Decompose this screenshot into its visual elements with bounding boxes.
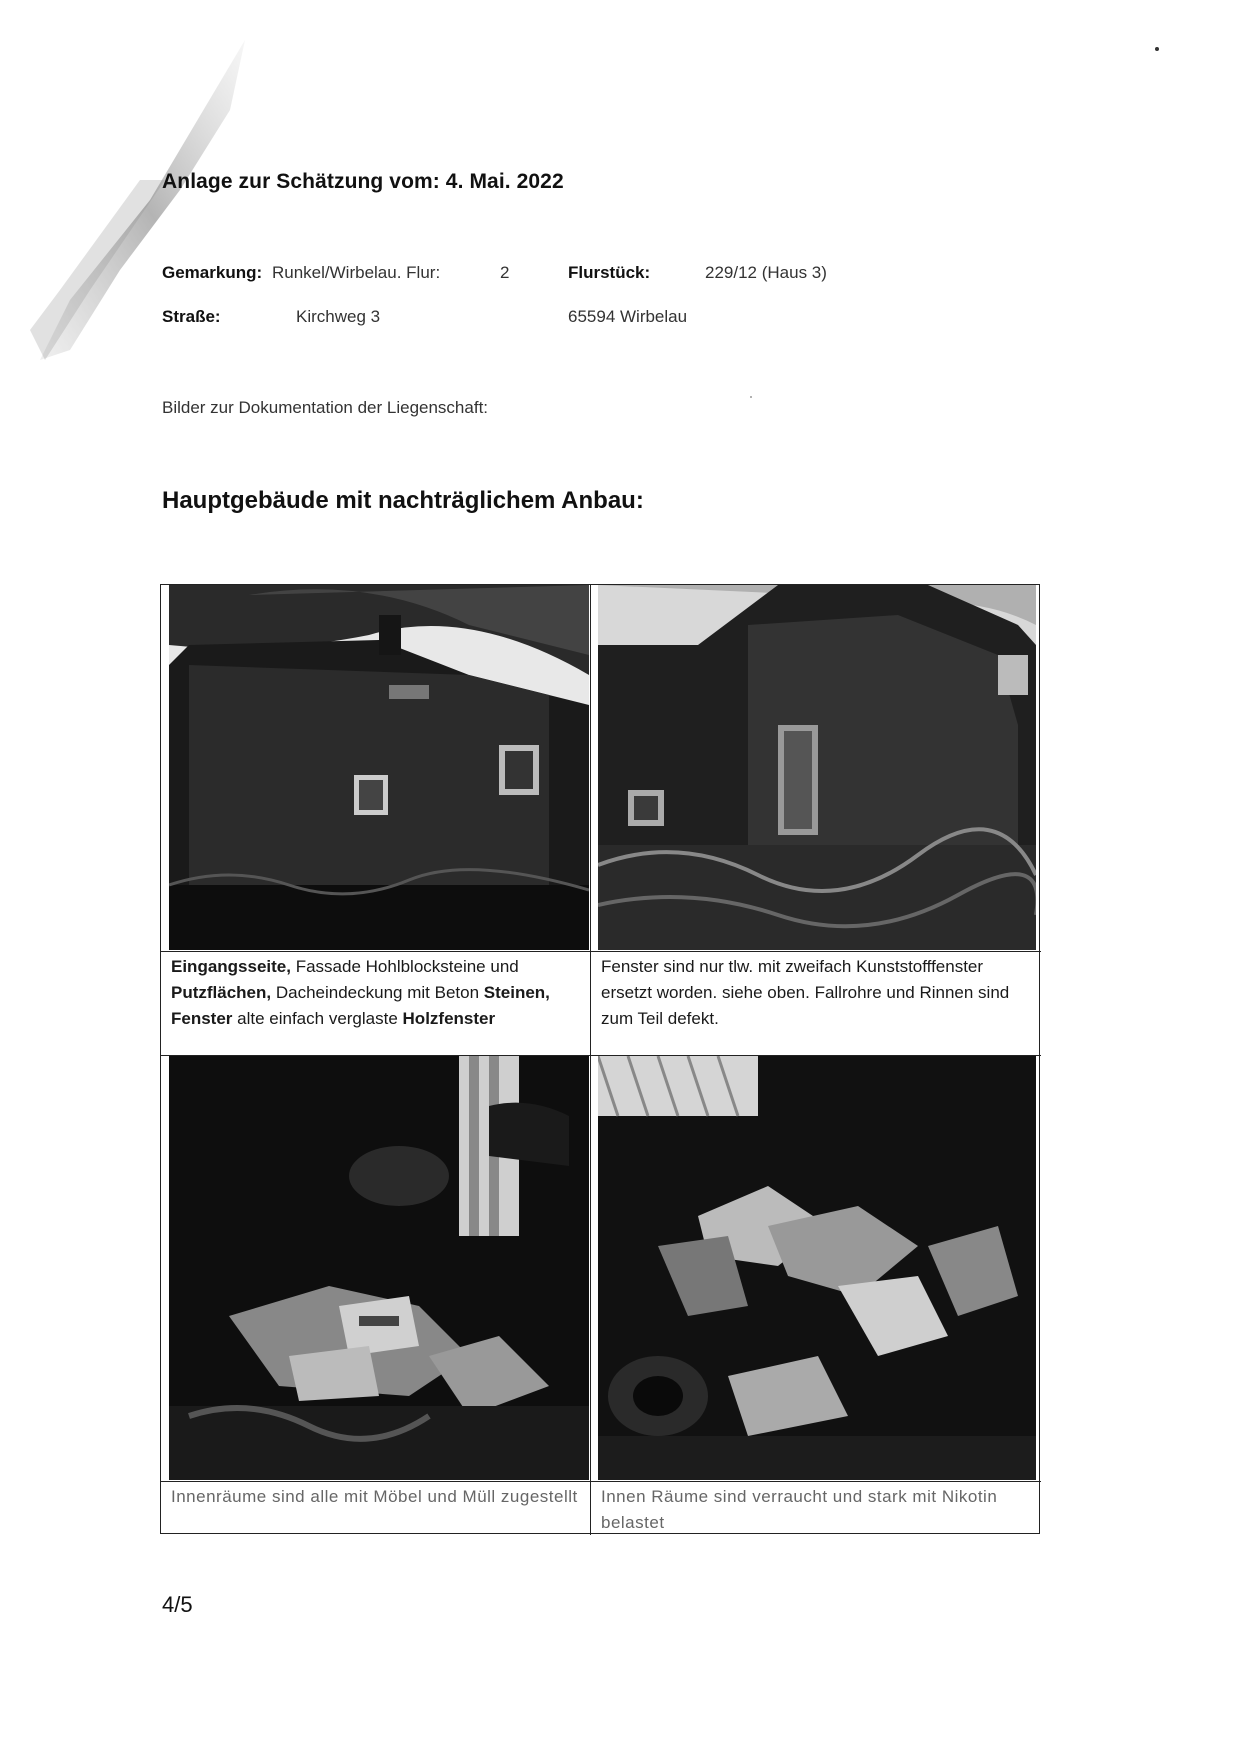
flur-value: 2	[500, 263, 510, 282]
photo-house-entrance	[169, 585, 589, 950]
scan-speck	[750, 396, 752, 398]
caption-photo-4: Innen Räume sind verraucht und stark mit Nikotin belastet	[601, 1487, 998, 1532]
photo-interior-nicotine	[598, 1056, 1036, 1480]
flurstueck-label: Flurstück:	[568, 263, 651, 282]
photo-table	[160, 584, 1040, 1534]
caption-1-part-6: Fenster	[171, 1009, 238, 1028]
gemarkung-value: Runkel/Wirbelau. Flur:	[272, 263, 441, 282]
documentation-intro: Bilder zur Dokumentation der Liegenschaft:	[162, 398, 489, 417]
scan-smudge	[30, 30, 263, 410]
ort-value: 65594 Wirbelau	[568, 307, 688, 326]
caption-1-part-5: Steinen,	[483, 983, 550, 1002]
caption-photo-3: Innenräume sind alle mit Möbel und Müll zugestellt	[171, 1487, 578, 1506]
caption-photo-2: Fenster sind nur tlw. mit zweifach Kunststofffenster ersetzt worden. siehe oben. Fallrohre und Rinnen sind zum Teil defekt.	[601, 957, 1010, 1028]
document-title: Anlage zur Schätzung vom: 4. Mai. 2022	[162, 170, 564, 193]
section-title: Hauptgebäude mit nachträglichem Anbau:	[162, 487, 644, 514]
gemarkung-label: Gemarkung:	[162, 263, 263, 282]
caption-1-part-2: Fassade Hohlblocksteine und	[295, 957, 519, 976]
page-number: 4/5	[162, 1592, 193, 1617]
caption-photo-1	[161, 952, 590, 1055]
scan-speck	[1155, 47, 1159, 51]
photo-interior-furniture	[169, 1056, 589, 1480]
caption-1-part-8: Holzfenster	[402, 1009, 496, 1028]
strasse-label: Straße:	[162, 307, 221, 326]
flurstueck-value: 229/12 (Haus 3)	[705, 263, 827, 282]
caption-1-part-3: Putzflächen,	[171, 983, 276, 1002]
caption-1-part-4: Dacheindeckung mit Beton	[275, 983, 484, 1002]
caption-1-part-7: alte einfach verglaste	[237, 1009, 403, 1028]
strasse-value: Kirchweg 3	[296, 307, 381, 326]
caption-1-part-1: Eingangsseite,	[171, 957, 296, 976]
table-divider-vertical	[590, 585, 591, 1535]
photo-house-side	[598, 585, 1036, 950]
